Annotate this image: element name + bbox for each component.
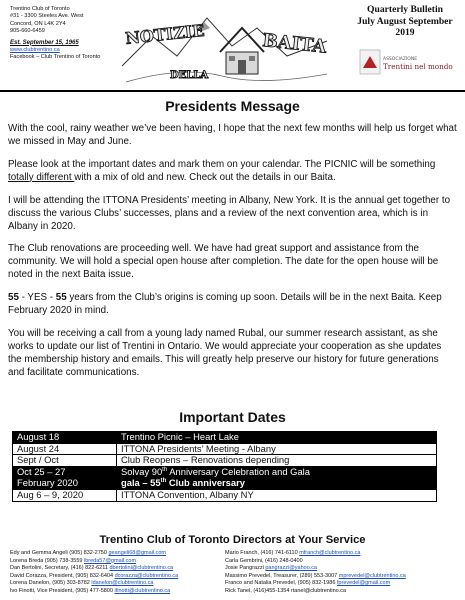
date-row <box>13 466 437 478</box>
director-entry <box>10 573 230 581</box>
director-entry <box>225 565 460 573</box>
director-contact: Massimo Prevedel, Treasurer, (289) 553-3007 <box>225 572 339 579</box>
directors-right-column <box>225 550 460 596</box>
paragraph: I will be attending the ITTONA Presidents’ meeting in Albany, New York. It is the annual get together to discuss the various Clubs’ successes, plans and a review of the next convention area, which is in Albany in 2020. <box>8 194 451 232</box>
bulletin-months: July August September <box>357 15 453 27</box>
director-email-link[interactable]: fprevedel@gmail.com <box>336 580 391 587</box>
date-row <box>13 455 437 467</box>
director-entry <box>225 588 460 596</box>
director-email-link[interactable]: geangeli68@gmail.com <box>108 550 167 556</box>
logo-notizie: NOTIZIE <box>124 20 206 48</box>
director-email-link[interactable]: mfranch@clubtrentino.ca <box>299 550 361 556</box>
bulletin-title: Quarterly Bulletin <box>367 4 443 15</box>
notizie-della-baita-logo <box>122 6 327 84</box>
paragraph: The Club renovations are proceeding well. We have had great support and assistance from the community. We will hold a special open house after completion. The date for the open house will be noted in the next Baita issue. <box>8 243 439 281</box>
paragraph: You will be receiving a call from a young lady named Rubal, our summer research assistant, as she works to update our list of Trentini in Ontario. We would appreciate your cooperation as she updates the membership history and emails. This will greatly help preserve our history for future generations and facilitate communications. <box>8 327 442 378</box>
date-row <box>13 432 437 444</box>
paragraph: With the cool, rainy weather we’ve been having, I hope that the next few months will help us forget what we missed in May and June. <box>8 123 457 147</box>
date-cell: Aug 6 – 9, 2020 <box>13 489 117 501</box>
director-contact: Josie Pangrazzi <box>225 565 266 572</box>
established-date: Est. September 15, 1965 <box>10 39 79 46</box>
event-cell: Trentino Picnic – Heart Lake <box>117 432 437 444</box>
director-contact: Edy and Gemma Angeli (905) 832-2750 <box>10 550 109 556</box>
paragraph: Please look at the important dates and mark them on your calendar. The PICNIC will be something totally different with a mix of old and new. Check out the details in our Baita. <box>8 158 436 183</box>
facebook-text: Facebook – Club Trentino of Toronto <box>10 54 101 61</box>
director-entry <box>10 580 230 588</box>
important-dates-title: Important Dates <box>179 409 286 425</box>
directors-title: Trentino Club of Toronto Directors at Your Service <box>99 534 366 546</box>
director-entry <box>10 565 230 573</box>
address-line: #31 - 3300 Steeles Ave. West <box>10 13 84 20</box>
director-email-link[interactable]: ifinotti@clubtrentino.ca <box>114 587 171 594</box>
date-row <box>13 443 437 455</box>
director-email-link[interactable]: ldanelon@clubtrentino.ca <box>91 580 154 587</box>
date-cell: August 18 <box>13 432 117 444</box>
bulletin-info <box>355 4 455 39</box>
director-email-link[interactable]: pangrazzi@yahoo.ca <box>265 565 318 572</box>
paragraph: 55 - YES - 55 years from the Club’s origins is coming up soon. Details will be in the next Baita. Keep February 2020 in mind. <box>8 292 442 317</box>
directors-left-column <box>10 550 230 596</box>
important-dates-table <box>12 431 437 502</box>
director-entry <box>10 550 230 558</box>
director-contact: David Corazza, President, (905) 832-6404 <box>10 572 115 579</box>
bulletin-year: 2019 <box>395 27 415 38</box>
director-entry <box>225 558 460 566</box>
date-cell: August 24 <box>13 443 117 455</box>
event-cell: Solvay 90th Anniversary Celebration and Gala <box>117 466 437 478</box>
presidents-message-body <box>8 122 457 389</box>
event-cell: ITTONA Presidents’ Meeting - Albany <box>117 443 437 455</box>
address-line: Concord, ON L4K 2Y4 <box>10 20 66 27</box>
director-email-link[interactable]: lbreda57@gmail.com <box>84 557 137 564</box>
director-entry <box>225 580 460 588</box>
website-link[interactable]: www.clubtrentino.ca <box>10 47 60 54</box>
underlined-text: totally different <box>8 171 75 183</box>
address-line: Trentino Club of Toronto <box>10 6 70 12</box>
date-cell: Oct 25 – 27 <box>13 466 117 478</box>
tnm-small-text: ASSOCIAZIONE <box>383 57 418 62</box>
director-contact: Mario Franch, (416) 741-6110 <box>225 550 300 556</box>
date-cell: Sept / Oct <box>13 455 117 467</box>
director-entry <box>10 588 230 596</box>
director-entry <box>225 550 460 558</box>
event-cell: ITTONA Convention, Albany NY <box>117 489 437 501</box>
director-contact: Lorena Danelon, (905) 303-8782 <box>10 580 92 587</box>
director-entry <box>10 558 230 566</box>
date-row <box>13 489 437 501</box>
header-divider <box>0 90 465 92</box>
director-contact: Carla Gembrini, (416) 248-0400 <box>225 557 303 564</box>
director-email-link[interactable]: mprevedel@clubtrentino.ca <box>338 572 406 579</box>
event-cell: Club Reopens – Renovations depending <box>117 455 437 467</box>
director-email-link[interactable]: dcorazza@clubtrentino.ca <box>114 572 179 579</box>
event-cell: gala – 55th Club anniversary <box>117 478 437 490</box>
presidents-message-title: Presidents Message <box>165 98 300 114</box>
trentini-nel-mondo-logo <box>359 48 453 76</box>
logo-della: DELLA <box>170 70 209 81</box>
logo-baita: BAITA <box>261 30 328 58</box>
phone-line: 905-660-6459 <box>10 28 45 35</box>
tnm-text: Trentini nel mondo <box>383 62 453 71</box>
club-address-block <box>10 6 120 62</box>
date-row <box>13 478 437 490</box>
director-contact: Lorena Breda (905) 738-3559 <box>10 557 84 564</box>
director-contact: Rick Tanel, (416)455-1354 rtanel@clubtrentino.ca <box>225 587 347 594</box>
director-contact: Dan Bertolini, Secretary, (416) 822-6211 <box>10 565 110 572</box>
director-contact: Ivo Finotti, Vice President, (905) 477-5800 <box>10 587 115 594</box>
director-entry <box>225 573 460 581</box>
director-contact: Franco and Natalia Prevedel, (905) 832-1986 <box>225 580 337 587</box>
date-cell: February 2020 <box>13 478 117 490</box>
director-email-link[interactable]: dbertolini@clubtrentino.ca <box>109 565 174 572</box>
